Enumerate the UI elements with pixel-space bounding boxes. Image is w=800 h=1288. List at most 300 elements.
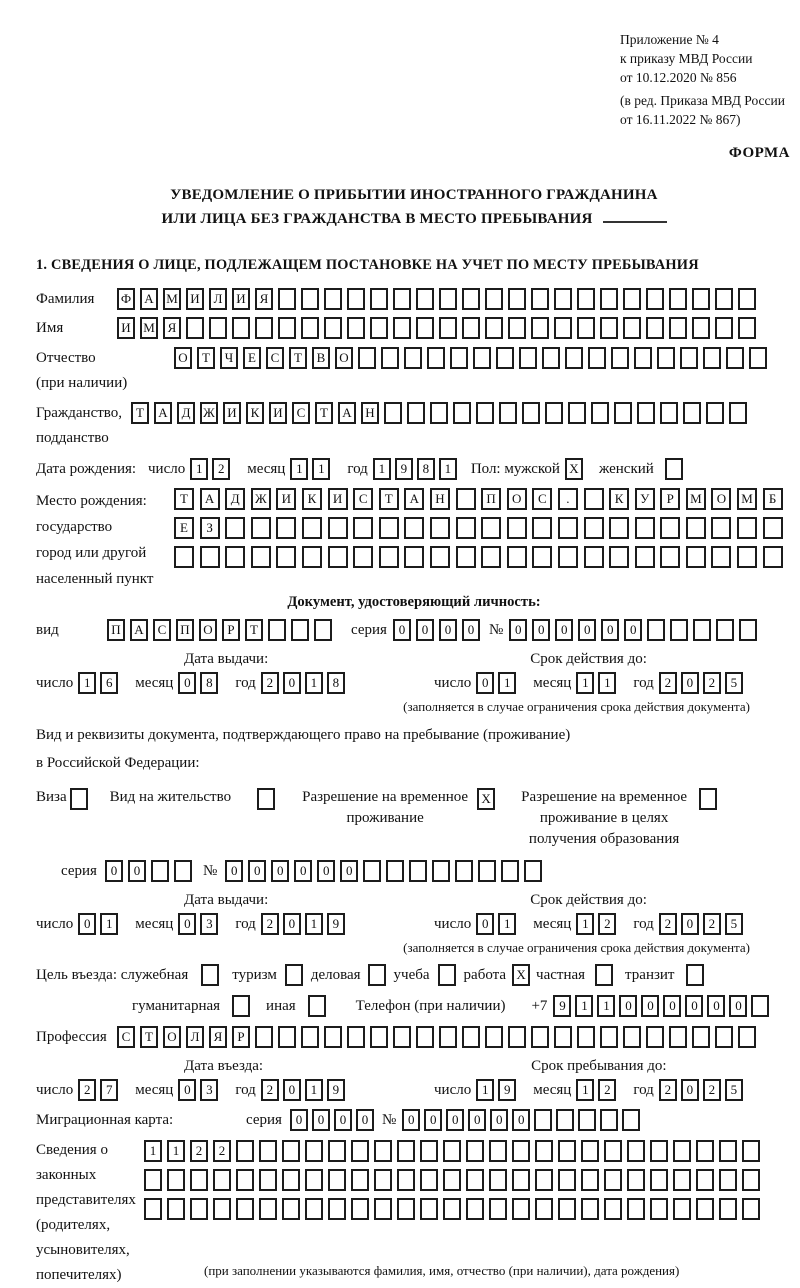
char-cell[interactable] bbox=[535, 1140, 553, 1162]
purpose-humanitarian-checkbox[interactable] bbox=[232, 995, 250, 1017]
char-cell[interactable]: 0 bbox=[462, 619, 480, 641]
char-cell[interactable]: 0 bbox=[681, 672, 699, 694]
char-cell[interactable] bbox=[531, 288, 549, 310]
char-cell[interactable] bbox=[416, 288, 434, 310]
char-cell[interactable]: 8 bbox=[327, 672, 345, 694]
char-cell[interactable] bbox=[637, 402, 655, 424]
char-cell[interactable] bbox=[236, 1169, 254, 1191]
char-cell[interactable] bbox=[353, 517, 373, 539]
char-cell[interactable]: Р bbox=[232, 1026, 250, 1048]
char-cell[interactable]: 0 bbox=[271, 860, 289, 882]
char-cell[interactable] bbox=[314, 619, 332, 641]
char-cell[interactable] bbox=[738, 317, 756, 339]
char-cell[interactable]: Б bbox=[763, 488, 783, 510]
char-cell[interactable] bbox=[174, 546, 194, 568]
char-cell[interactable] bbox=[485, 317, 503, 339]
char-cell[interactable]: 0 bbox=[476, 672, 494, 694]
char-cell[interactable]: 0 bbox=[128, 860, 146, 882]
char-cell[interactable]: 2 bbox=[212, 458, 230, 480]
char-cell[interactable] bbox=[397, 1140, 415, 1162]
char-cell[interactable] bbox=[531, 317, 549, 339]
char-cell[interactable]: 0 bbox=[317, 860, 335, 882]
char-cell[interactable] bbox=[683, 402, 701, 424]
char-cell[interactable]: 1 bbox=[498, 913, 516, 935]
char-cell[interactable] bbox=[282, 1169, 300, 1191]
char-cell[interactable]: 1 bbox=[290, 458, 308, 480]
char-cell[interactable] bbox=[259, 1198, 277, 1220]
char-cell[interactable] bbox=[450, 347, 468, 369]
char-cell[interactable] bbox=[370, 1026, 388, 1048]
char-cell[interactable]: 6 bbox=[100, 672, 118, 694]
char-cell[interactable] bbox=[374, 1169, 392, 1191]
char-cell[interactable] bbox=[558, 517, 578, 539]
char-cell[interactable] bbox=[673, 1140, 691, 1162]
char-cell[interactable] bbox=[660, 546, 680, 568]
char-cell[interactable]: 2 bbox=[190, 1140, 208, 1162]
char-cell[interactable] bbox=[374, 1198, 392, 1220]
char-cell[interactable] bbox=[719, 1169, 737, 1191]
char-cell[interactable] bbox=[456, 546, 476, 568]
char-cell[interactable]: С bbox=[117, 1026, 135, 1048]
char-cell[interactable]: 1 bbox=[305, 672, 323, 694]
char-cell[interactable]: А bbox=[200, 488, 220, 510]
char-cell[interactable] bbox=[167, 1169, 185, 1191]
char-cell[interactable] bbox=[213, 1169, 231, 1191]
purpose-business-checkbox[interactable] bbox=[368, 964, 386, 986]
sex-female-checkbox[interactable] bbox=[665, 458, 683, 480]
char-cell[interactable] bbox=[545, 402, 563, 424]
char-cell[interactable] bbox=[489, 1198, 507, 1220]
char-cell[interactable] bbox=[578, 1109, 596, 1131]
char-cell[interactable] bbox=[507, 546, 527, 568]
char-cell[interactable] bbox=[568, 402, 586, 424]
char-cell[interactable] bbox=[151, 860, 169, 882]
char-cell[interactable] bbox=[404, 347, 422, 369]
char-cell[interactable] bbox=[581, 1169, 599, 1191]
char-cell[interactable]: 1 bbox=[476, 1079, 494, 1101]
char-cell[interactable] bbox=[565, 347, 583, 369]
char-cell[interactable] bbox=[737, 546, 757, 568]
char-cell[interactable] bbox=[647, 619, 665, 641]
char-cell[interactable]: 0 bbox=[446, 1109, 464, 1131]
char-cell[interactable] bbox=[485, 288, 503, 310]
char-cell[interactable] bbox=[478, 860, 496, 882]
char-cell[interactable] bbox=[673, 1169, 691, 1191]
char-cell[interactable] bbox=[278, 317, 296, 339]
char-cell[interactable] bbox=[600, 288, 618, 310]
char-cell[interactable] bbox=[416, 1026, 434, 1048]
char-cell[interactable] bbox=[462, 288, 480, 310]
char-cell[interactable]: Д bbox=[225, 488, 245, 510]
char-cell[interactable] bbox=[370, 288, 388, 310]
char-cell[interactable] bbox=[532, 546, 552, 568]
char-cell[interactable] bbox=[554, 288, 572, 310]
char-cell[interactable] bbox=[524, 860, 542, 882]
char-cell[interactable] bbox=[711, 546, 731, 568]
char-cell[interactable] bbox=[512, 1169, 530, 1191]
char-cell[interactable] bbox=[646, 1026, 664, 1048]
char-cell[interactable] bbox=[614, 402, 632, 424]
char-cell[interactable] bbox=[622, 1109, 640, 1131]
char-cell[interactable]: П bbox=[176, 619, 194, 641]
char-cell[interactable] bbox=[353, 546, 373, 568]
char-cell[interactable]: 0 bbox=[509, 619, 527, 641]
purpose-private-checkbox[interactable] bbox=[595, 964, 613, 986]
char-cell[interactable]: П bbox=[107, 619, 125, 641]
char-cell[interactable] bbox=[670, 619, 688, 641]
char-cell[interactable] bbox=[381, 347, 399, 369]
char-cell[interactable] bbox=[190, 1169, 208, 1191]
char-cell[interactable] bbox=[439, 1026, 457, 1048]
char-cell[interactable]: 2 bbox=[659, 1079, 677, 1101]
char-cell[interactable]: 1 bbox=[597, 995, 615, 1017]
char-cell[interactable] bbox=[657, 347, 675, 369]
char-cell[interactable]: 0 bbox=[78, 913, 96, 935]
char-cell[interactable]: 0 bbox=[290, 1109, 308, 1131]
residence-permit-checkbox[interactable] bbox=[257, 788, 275, 810]
char-cell[interactable] bbox=[324, 288, 342, 310]
char-cell[interactable] bbox=[351, 1198, 369, 1220]
char-cell[interactable]: 2 bbox=[261, 1079, 279, 1101]
char-cell[interactable] bbox=[660, 402, 678, 424]
char-cell[interactable] bbox=[481, 517, 501, 539]
char-cell[interactable] bbox=[255, 317, 273, 339]
char-cell[interactable] bbox=[305, 1198, 323, 1220]
char-cell[interactable] bbox=[301, 288, 319, 310]
char-cell[interactable] bbox=[726, 347, 744, 369]
char-cell[interactable] bbox=[532, 517, 552, 539]
char-cell[interactable]: Т bbox=[379, 488, 399, 510]
char-cell[interactable] bbox=[646, 288, 664, 310]
char-cell[interactable]: 0 bbox=[178, 913, 196, 935]
char-cell[interactable] bbox=[693, 619, 711, 641]
char-cell[interactable] bbox=[558, 1169, 576, 1191]
char-cell[interactable] bbox=[600, 317, 618, 339]
char-cell[interactable] bbox=[305, 1169, 323, 1191]
char-cell[interactable] bbox=[278, 1026, 296, 1048]
char-cell[interactable] bbox=[508, 317, 526, 339]
char-cell[interactable]: 0 bbox=[439, 619, 457, 641]
char-cell[interactable] bbox=[623, 317, 641, 339]
char-cell[interactable]: 9 bbox=[498, 1079, 516, 1101]
char-cell[interactable] bbox=[232, 317, 250, 339]
char-cell[interactable]: 3 bbox=[200, 1079, 218, 1101]
char-cell[interactable]: 0 bbox=[663, 995, 681, 1017]
char-cell[interactable]: 1 bbox=[305, 1079, 323, 1101]
char-cell[interactable]: 2 bbox=[659, 672, 677, 694]
char-cell[interactable]: 2 bbox=[213, 1140, 231, 1162]
char-cell[interactable]: О bbox=[163, 1026, 181, 1048]
char-cell[interactable]: О bbox=[507, 488, 527, 510]
char-cell[interactable] bbox=[190, 1198, 208, 1220]
char-cell[interactable] bbox=[627, 1198, 645, 1220]
char-cell[interactable] bbox=[268, 619, 286, 641]
char-cell[interactable] bbox=[466, 1169, 484, 1191]
char-cell[interactable] bbox=[588, 347, 606, 369]
char-cell[interactable] bbox=[485, 1026, 503, 1048]
char-cell[interactable] bbox=[738, 1026, 756, 1048]
char-cell[interactable]: 5 bbox=[725, 1079, 743, 1101]
char-cell[interactable]: А bbox=[130, 619, 148, 641]
char-cell[interactable]: А bbox=[338, 402, 356, 424]
char-cell[interactable]: З bbox=[200, 517, 220, 539]
char-cell[interactable]: 0 bbox=[283, 672, 301, 694]
char-cell[interactable]: 9 bbox=[327, 913, 345, 935]
char-cell[interactable] bbox=[384, 402, 402, 424]
char-cell[interactable] bbox=[627, 1140, 645, 1162]
char-cell[interactable] bbox=[278, 288, 296, 310]
char-cell[interactable] bbox=[236, 1198, 254, 1220]
char-cell[interactable] bbox=[347, 1026, 365, 1048]
char-cell[interactable]: Е bbox=[174, 517, 194, 539]
char-cell[interactable] bbox=[507, 517, 527, 539]
char-cell[interactable] bbox=[600, 1026, 618, 1048]
char-cell[interactable]: 1 bbox=[598, 672, 616, 694]
purpose-other-checkbox[interactable] bbox=[308, 995, 326, 1017]
char-cell[interactable]: 1 bbox=[144, 1140, 162, 1162]
char-cell[interactable] bbox=[439, 288, 457, 310]
char-cell[interactable] bbox=[473, 347, 491, 369]
char-cell[interactable]: 1 bbox=[305, 913, 323, 935]
char-cell[interactable] bbox=[542, 347, 560, 369]
char-cell[interactable] bbox=[186, 317, 204, 339]
char-cell[interactable] bbox=[600, 1109, 618, 1131]
temp-residence-edu-checkbox[interactable] bbox=[699, 788, 717, 810]
char-cell[interactable] bbox=[508, 288, 526, 310]
char-cell[interactable]: М bbox=[140, 317, 158, 339]
char-cell[interactable]: Т bbox=[131, 402, 149, 424]
char-cell[interactable]: 2 bbox=[598, 913, 616, 935]
char-cell[interactable] bbox=[476, 402, 494, 424]
char-cell[interactable] bbox=[738, 288, 756, 310]
char-cell[interactable] bbox=[737, 517, 757, 539]
char-cell[interactable] bbox=[669, 1026, 687, 1048]
char-cell[interactable] bbox=[623, 288, 641, 310]
char-cell[interactable]: 0 bbox=[476, 913, 494, 935]
char-cell[interactable] bbox=[328, 1140, 346, 1162]
char-cell[interactable] bbox=[558, 1140, 576, 1162]
char-cell[interactable]: О bbox=[174, 347, 192, 369]
char-cell[interactable] bbox=[236, 1140, 254, 1162]
char-cell[interactable]: 0 bbox=[424, 1109, 442, 1131]
char-cell[interactable] bbox=[427, 347, 445, 369]
char-cell[interactable]: 1 bbox=[439, 458, 457, 480]
char-cell[interactable]: Р bbox=[222, 619, 240, 641]
char-cell[interactable]: 2 bbox=[703, 672, 721, 694]
char-cell[interactable] bbox=[259, 1169, 277, 1191]
char-cell[interactable] bbox=[489, 1140, 507, 1162]
char-cell[interactable] bbox=[660, 517, 680, 539]
char-cell[interactable] bbox=[512, 1140, 530, 1162]
char-cell[interactable]: И bbox=[223, 402, 241, 424]
visa-checkbox[interactable] bbox=[70, 788, 88, 810]
char-cell[interactable] bbox=[742, 1140, 760, 1162]
char-cell[interactable]: Т bbox=[174, 488, 194, 510]
char-cell[interactable] bbox=[363, 860, 381, 882]
char-cell[interactable] bbox=[144, 1169, 162, 1191]
char-cell[interactable]: Н bbox=[361, 402, 379, 424]
char-cell[interactable] bbox=[443, 1169, 461, 1191]
char-cell[interactable]: Ч bbox=[220, 347, 238, 369]
char-cell[interactable] bbox=[462, 317, 480, 339]
char-cell[interactable] bbox=[386, 860, 404, 882]
char-cell[interactable] bbox=[456, 488, 476, 510]
char-cell[interactable]: 2 bbox=[659, 913, 677, 935]
char-cell[interactable] bbox=[489, 1169, 507, 1191]
char-cell[interactable] bbox=[627, 1169, 645, 1191]
char-cell[interactable] bbox=[512, 1198, 530, 1220]
purpose-transit-checkbox[interactable] bbox=[686, 964, 704, 986]
char-cell[interactable]: 1 bbox=[100, 913, 118, 935]
char-cell[interactable]: 0 bbox=[283, 913, 301, 935]
char-cell[interactable] bbox=[604, 1198, 622, 1220]
char-cell[interactable]: 2 bbox=[703, 1079, 721, 1101]
char-cell[interactable]: 0 bbox=[619, 995, 637, 1017]
char-cell[interactable] bbox=[673, 1198, 691, 1220]
char-cell[interactable] bbox=[635, 546, 655, 568]
char-cell[interactable] bbox=[370, 317, 388, 339]
char-cell[interactable] bbox=[328, 546, 348, 568]
char-cell[interactable] bbox=[324, 1026, 342, 1048]
purpose-work-checkbox[interactable]: X bbox=[512, 964, 530, 986]
char-cell[interactable]: 1 bbox=[373, 458, 391, 480]
char-cell[interactable] bbox=[439, 317, 457, 339]
char-cell[interactable] bbox=[534, 1109, 552, 1131]
char-cell[interactable]: Я bbox=[255, 288, 273, 310]
char-cell[interactable] bbox=[466, 1198, 484, 1220]
char-cell[interactable] bbox=[634, 347, 652, 369]
char-cell[interactable] bbox=[522, 402, 540, 424]
char-cell[interactable]: Т bbox=[315, 402, 333, 424]
char-cell[interactable] bbox=[716, 619, 734, 641]
char-cell[interactable]: 0 bbox=[512, 1109, 530, 1131]
char-cell[interactable] bbox=[535, 1169, 553, 1191]
char-cell[interactable] bbox=[225, 517, 245, 539]
char-cell[interactable]: Ж bbox=[200, 402, 218, 424]
char-cell[interactable]: Л bbox=[209, 288, 227, 310]
char-cell[interactable]: Т bbox=[197, 347, 215, 369]
char-cell[interactable]: 1 bbox=[576, 913, 594, 935]
char-cell[interactable]: 0 bbox=[641, 995, 659, 1017]
char-cell[interactable]: С bbox=[532, 488, 552, 510]
char-cell[interactable]: Л bbox=[186, 1026, 204, 1048]
char-cell[interactable] bbox=[577, 1026, 595, 1048]
char-cell[interactable] bbox=[646, 317, 664, 339]
char-cell[interactable]: М bbox=[163, 288, 181, 310]
char-cell[interactable] bbox=[650, 1169, 668, 1191]
char-cell[interactable]: 1 bbox=[78, 672, 96, 694]
char-cell[interactable]: 2 bbox=[78, 1079, 96, 1101]
char-cell[interactable] bbox=[301, 1026, 319, 1048]
char-cell[interactable] bbox=[719, 1198, 737, 1220]
char-cell[interactable]: 3 bbox=[200, 913, 218, 935]
char-cell[interactable] bbox=[584, 517, 604, 539]
char-cell[interactable]: К bbox=[609, 488, 629, 510]
char-cell[interactable] bbox=[174, 860, 192, 882]
char-cell[interactable] bbox=[604, 1140, 622, 1162]
char-cell[interactable] bbox=[499, 402, 517, 424]
char-cell[interactable]: Ж bbox=[251, 488, 271, 510]
char-cell[interactable]: 0 bbox=[402, 1109, 420, 1131]
char-cell[interactable]: 1 bbox=[576, 1079, 594, 1101]
char-cell[interactable]: . bbox=[558, 488, 578, 510]
char-cell[interactable] bbox=[609, 517, 629, 539]
char-cell[interactable] bbox=[200, 546, 220, 568]
char-cell[interactable]: 0 bbox=[225, 860, 243, 882]
purpose-study-checkbox[interactable] bbox=[438, 964, 456, 986]
char-cell[interactable] bbox=[635, 517, 655, 539]
char-cell[interactable]: Т bbox=[245, 619, 263, 641]
char-cell[interactable] bbox=[729, 402, 747, 424]
char-cell[interactable] bbox=[328, 1169, 346, 1191]
char-cell[interactable] bbox=[577, 317, 595, 339]
char-cell[interactable]: 2 bbox=[703, 913, 721, 935]
char-cell[interactable] bbox=[420, 1169, 438, 1191]
char-cell[interactable]: С bbox=[353, 488, 373, 510]
char-cell[interactable]: 1 bbox=[190, 458, 208, 480]
char-cell[interactable]: 0 bbox=[356, 1109, 374, 1131]
char-cell[interactable]: 0 bbox=[312, 1109, 330, 1131]
char-cell[interactable] bbox=[276, 517, 296, 539]
char-cell[interactable]: 1 bbox=[576, 672, 594, 694]
char-cell[interactable] bbox=[692, 1026, 710, 1048]
purpose-official-checkbox[interactable] bbox=[201, 964, 219, 986]
char-cell[interactable]: И bbox=[328, 488, 348, 510]
char-cell[interactable] bbox=[255, 1026, 273, 1048]
char-cell[interactable] bbox=[696, 1198, 714, 1220]
char-cell[interactable] bbox=[715, 1026, 733, 1048]
char-cell[interactable]: 9 bbox=[395, 458, 413, 480]
char-cell[interactable]: В bbox=[312, 347, 330, 369]
char-cell[interactable]: Ф bbox=[117, 288, 135, 310]
char-cell[interactable] bbox=[519, 347, 537, 369]
char-cell[interactable] bbox=[535, 1198, 553, 1220]
char-cell[interactable]: К bbox=[302, 488, 322, 510]
char-cell[interactable] bbox=[466, 1140, 484, 1162]
char-cell[interactable] bbox=[496, 347, 514, 369]
char-cell[interactable] bbox=[584, 546, 604, 568]
char-cell[interactable] bbox=[751, 995, 769, 1017]
char-cell[interactable] bbox=[623, 1026, 641, 1048]
char-cell[interactable] bbox=[554, 1026, 572, 1048]
char-cell[interactable]: 0 bbox=[105, 860, 123, 882]
char-cell[interactable]: М bbox=[737, 488, 757, 510]
char-cell[interactable] bbox=[611, 347, 629, 369]
char-cell[interactable]: У bbox=[635, 488, 655, 510]
char-cell[interactable] bbox=[581, 1198, 599, 1220]
char-cell[interactable]: Е bbox=[243, 347, 261, 369]
char-cell[interactable] bbox=[508, 1026, 526, 1048]
char-cell[interactable]: 5 bbox=[725, 913, 743, 935]
char-cell[interactable]: 2 bbox=[598, 1079, 616, 1101]
char-cell[interactable] bbox=[650, 1140, 668, 1162]
char-cell[interactable]: И bbox=[276, 488, 296, 510]
char-cell[interactable] bbox=[430, 546, 450, 568]
char-cell[interactable] bbox=[556, 1109, 574, 1131]
char-cell[interactable] bbox=[763, 546, 783, 568]
char-cell[interactable] bbox=[282, 1198, 300, 1220]
char-cell[interactable] bbox=[225, 546, 245, 568]
char-cell[interactable]: И bbox=[186, 288, 204, 310]
char-cell[interactable] bbox=[581, 1140, 599, 1162]
char-cell[interactable] bbox=[443, 1198, 461, 1220]
char-cell[interactable] bbox=[577, 288, 595, 310]
char-cell[interactable]: 7 bbox=[100, 1079, 118, 1101]
char-cell[interactable] bbox=[696, 1140, 714, 1162]
char-cell[interactable]: 0 bbox=[248, 860, 266, 882]
char-cell[interactable] bbox=[407, 402, 425, 424]
char-cell[interactable] bbox=[692, 288, 710, 310]
